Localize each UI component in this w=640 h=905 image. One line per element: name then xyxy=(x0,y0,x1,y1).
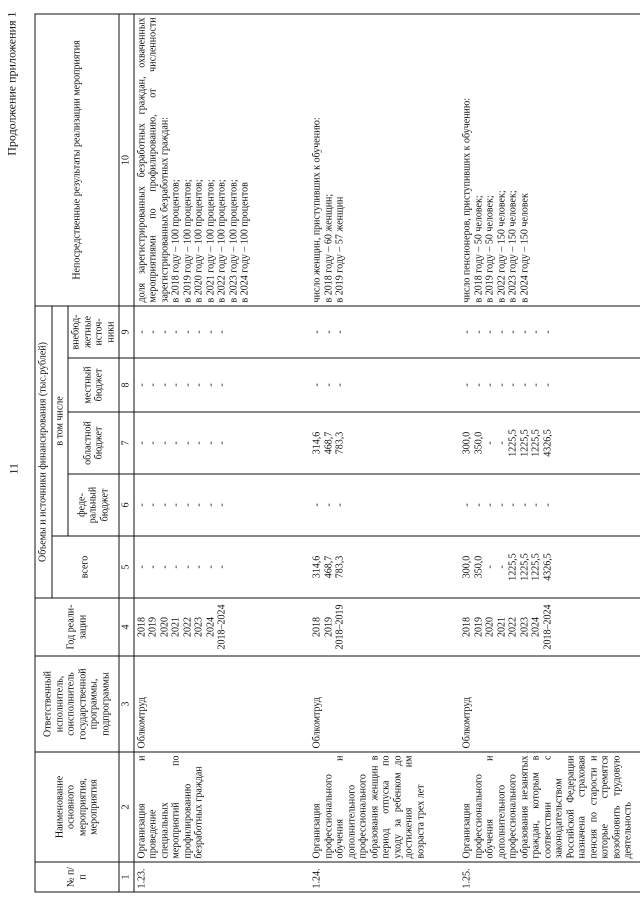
row-name: Организация профессионального обучения и дополнительного профессионального образования незанятых граждан, которым в соответствии с законодательством Российской Федерации назначена страховая пенсия по старости и которые стремятся возобновить трудовую деятельность xyxy=(460,752,640,862)
row-result: число пенсионеров, приступивших к обучению: в 2018 году – 50 человек; в 2019 году – 50 человек; в 2022 году – 150 человек; в 2023 году – 150 человек; в 2024 году – 150 человек xyxy=(460,14,640,306)
header-year: Год реали-зации xyxy=(35,598,119,656)
row-result: доля зарегистрированных безработных граждан, охваченных мероприятиями по профилированию, от численности зарегистрированных безработных граждан: в 2018 году – 100 процентов; в 2019 году – 100 процентов; в 2020 году – 100 процентов; в 2021 году – 100 процентов; в 2022 году – 100 процентов; в 2023 году – 100 процентов; в 2024 году – 100 процентов xyxy=(134,14,310,306)
index-cell: 8 xyxy=(119,358,134,412)
header-result: Непосредственные результаты реализации мероприятия xyxy=(35,14,119,306)
row-regional: 300,0 350,0 - - 1225,5 1225,5 1225,5 4326,5 xyxy=(460,412,640,474)
table-row xyxy=(460,14,640,892)
row-name: Организация профессионального обучения и дополнительного профессионального образования женщин в период отпуска по уходу за ребенком до достижения им возраста трех лет xyxy=(310,752,460,862)
row-number: 1.24. xyxy=(310,862,460,892)
index-cell: 6 xyxy=(119,474,134,536)
row-local: - - - xyxy=(310,358,460,412)
row-regional: - - - - - - - - xyxy=(134,412,310,474)
row-local: - - - - - - - - xyxy=(460,358,640,412)
header-num: № п/п xyxy=(35,862,119,892)
continuation-note: Продолжение приложения 1 xyxy=(4,11,19,156)
row-years: 2018 2019 2018–2019 xyxy=(310,598,460,656)
header-total: всего xyxy=(52,536,120,598)
row-total: 314,6 468,7 783,3 xyxy=(310,536,460,598)
program-table xyxy=(35,13,640,892)
index-cell: 7 xyxy=(119,412,134,474)
column-index-row xyxy=(119,14,134,892)
header-extra: внебюд-жетные источ-ники xyxy=(68,306,119,358)
row-years: 2018 2019 2020 2021 2022 2023 2024 2018–2024 xyxy=(134,598,310,656)
row-name: Организация и проведение специальных мероприятий по профилированию безработных граждан xyxy=(134,752,310,862)
row-result: число женщин, приступивших к обучению: в 2018 году – 60 женщин; в 2019 году – 57 женщин xyxy=(310,14,460,306)
header-name: Наименование основного мероприятия, мероприятия xyxy=(35,752,119,862)
table-row xyxy=(134,14,310,892)
header-regional: областной бюджет xyxy=(68,412,119,474)
index-cell: 5 xyxy=(119,536,134,598)
page-number: 11 xyxy=(6,462,21,475)
header-including: в том числе xyxy=(52,306,69,536)
row-number: 1.23. xyxy=(134,862,310,892)
row-regional: 314,6 468,7 783,3 xyxy=(310,412,460,474)
row-total: - - - - - - - - xyxy=(134,536,310,598)
row-extra: - - - - - - - - xyxy=(134,306,310,358)
header-local: местный бюджет xyxy=(68,358,119,412)
row-federal: - - - - - - - - xyxy=(460,474,640,536)
row-number: 1.25. xyxy=(460,862,640,892)
index-cell: 9 xyxy=(119,306,134,358)
header-executor: Ответственный исполнитель, соисполнитель государственной программы, подпрограммы xyxy=(35,656,119,752)
rotated-page xyxy=(1,0,640,905)
row-executor: Облкомтруд xyxy=(310,656,460,752)
header-federal: феде-ральный бюджет xyxy=(68,474,119,536)
row-years: 2018 2019 2020 2021 2022 2023 2024 2018–2024 xyxy=(460,598,640,656)
index-cell: 1 xyxy=(119,862,134,892)
index-cell: 4 xyxy=(119,598,134,656)
table-row xyxy=(310,14,460,892)
row-federal: - - - - - - - - xyxy=(134,474,310,536)
row-executor: Облкомтруд xyxy=(134,656,310,752)
row-federal: - - - xyxy=(310,474,460,536)
index-cell: 3 xyxy=(119,656,134,752)
row-extra: - - - xyxy=(310,306,460,358)
row-extra: - - - - - - - - xyxy=(460,306,640,358)
row-executor: Облкомтруд xyxy=(460,656,640,752)
index-cell: 2 xyxy=(119,752,134,862)
row-total: 300,0 350,0 - - 1225,5 1225,5 1225,5 4326,5 xyxy=(460,536,640,598)
index-cell: 10 xyxy=(119,14,134,306)
row-local: - - - - - - - - xyxy=(134,358,310,412)
header-funding: Объемы и источники финансирования (тыс.рублей) xyxy=(35,306,52,598)
